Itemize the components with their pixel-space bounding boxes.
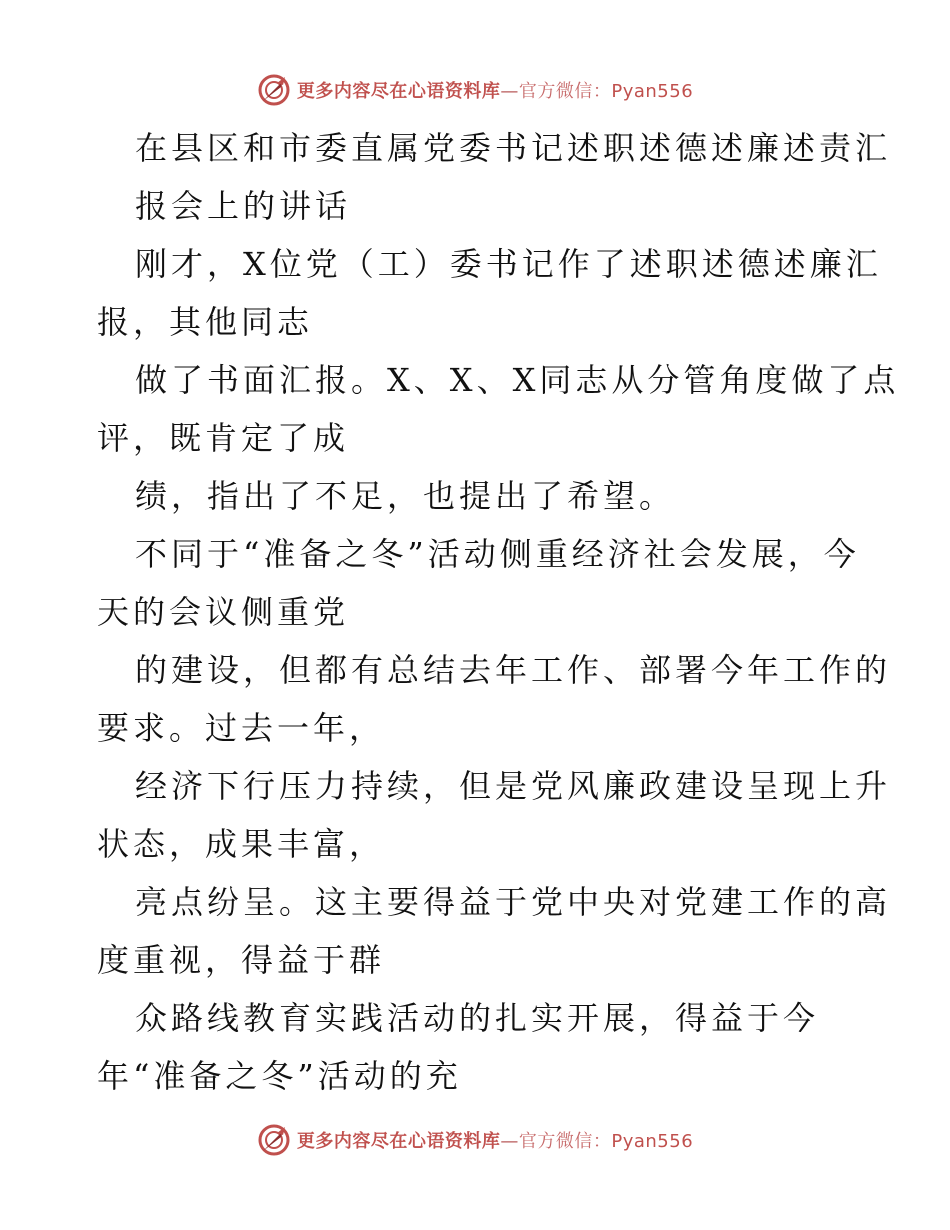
footer-banner-inner (257, 1123, 693, 1157)
doc-line: 在县区和市委直属党委书记述职述德述廉述责汇 (135, 129, 892, 167)
doc-line: 亮点纷呈。这主要得益于党中央对党建工作的高 (135, 883, 892, 921)
footer-wechat-label: 官方微信： (518, 1131, 612, 1152)
footer-banner-text (297, 1127, 693, 1153)
doc-line: 的建设，但都有总结去年工作、部署今年工作的 (135, 651, 892, 689)
footer-banner-sep: — (500, 1131, 519, 1152)
doc-line: 报，其他同志 (97, 303, 314, 341)
doc-line: 报会上的讲话 (135, 187, 352, 225)
doc-line: 经济下行压力持续，但是党风廉政建设呈现上升 (135, 767, 892, 805)
doc-line: 评，既肯定了成 (97, 419, 350, 457)
header-wechat-id: Pyan556 (611, 81, 694, 102)
doc-line: 要求。过去一年， (97, 709, 386, 747)
doc-line: 众路线教育实践活动的扎实开展，得益于今 (135, 999, 820, 1037)
doc-line: 刚才，X位党（工）委书记作了述职述德述廉汇 (135, 245, 882, 283)
header-banner-main: 更多内容尽在心语资料库 (296, 81, 501, 102)
header-wechat-label: 官方微信： (518, 81, 612, 102)
footer-wechat-id: Pyan556 (611, 1131, 694, 1152)
header-banner-sep: — (500, 81, 519, 102)
doc-line: 绩，指出了不足，也提出了希望。 (135, 477, 676, 515)
doc-line: 做了书面汇报。X、X、X同志从分管角度做了点 (135, 361, 900, 399)
doc-line: 度重视，得益于群 (97, 941, 386, 979)
doc-line: 状态，成果丰富， (97, 825, 386, 863)
doc-line: 不同于“准备之冬”活动侧重经济社会发展，今 (135, 535, 860, 573)
footer-banner-main: 更多内容尽在心语资料库 (296, 1131, 501, 1152)
brand-logo-icon (257, 1123, 291, 1157)
footer-banner (0, 1120, 950, 1160)
doc-line: 年“准备之冬”活动的充 (97, 1057, 462, 1095)
doc-line: 天的会议侧重党 (97, 593, 350, 631)
